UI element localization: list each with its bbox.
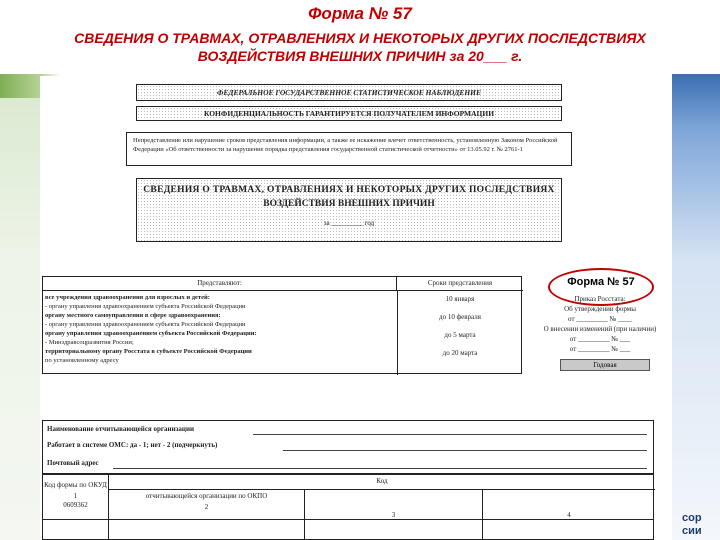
scanned-form (40, 76, 672, 540)
oms-label: Работает в системе ОМС: да - 1; нет - 2 (подчеркнуть) (47, 441, 218, 449)
codes-col-okpo (109, 489, 305, 540)
right-decoration (672, 74, 720, 540)
table-row: все учреждения здравоохранения для взрослых и детей: (45, 294, 210, 301)
stamp-line: О внесении изменений (при наличии) (543, 325, 657, 333)
org-name-label: Наименование отчитывающейся организации (47, 425, 195, 433)
form-number-label: Форма № 57 (567, 276, 635, 288)
slide-subtitle-line-2: ВОЗДЕЙСТВИЯ ВНЕШНИХ ПРИЧИН за 20___ г. (197, 48, 523, 64)
form-main-title-line-2: ВОЗДЕЙСТВИЯ ВНЕШНИХ ПРИЧИН (263, 199, 435, 209)
address-label: Почтовый адрес (47, 459, 99, 467)
slide-subtitle-line-1: СВЕДЕНИЯ О ТРАВМАХ, ОТРАВЛЕНИЯХ И НЕКОТОРЫХ ДРУГИХ ПОСЛЕДСТВИЯХ (74, 30, 646, 46)
codes-row-divider (43, 519, 653, 520)
oms-line (283, 450, 647, 451)
confidentiality-note: КОНФИДЕНЦИАЛЬНОСТЬ ГАРАНТИРУЕТСЯ ПОЛУЧАТЕЛЕМ ИНФОРМАЦИИ (136, 106, 562, 121)
table-row: - органу управления здравоохранением субъекта Российской Федерации (45, 321, 246, 328)
table-header-submitters: Представляют: (43, 277, 397, 291)
deadline-value: до 20 марта (442, 349, 478, 357)
form-main-title (136, 178, 562, 242)
slide-subtitle (0, 29, 720, 65)
table-divider (397, 291, 398, 375)
annual-badge: Годовая (560, 359, 650, 371)
stamp-line: Приказ Росстата: (574, 295, 626, 303)
stamp-line: от _________ № ___ (569, 335, 631, 343)
form-header: ФЕДЕРАЛЬНОЕ ГОСУДАРСТВЕННОЕ СТАТИСТИЧЕСКОЕ НАБЛЮДЕНИЕ (136, 84, 562, 101)
col-number: 1 (73, 492, 78, 500)
deadline-value: до 10 февраля (439, 313, 481, 321)
address-line (113, 468, 647, 469)
col-number: 3 (391, 511, 396, 519)
codes-table (42, 474, 654, 540)
codes-col-4 (483, 489, 655, 540)
right-caption-2: сии (682, 525, 702, 537)
stamp-line: Об утверждении формы (564, 305, 636, 313)
codes-header: Код (376, 477, 388, 485)
codes-col-okud (43, 475, 109, 539)
organization-block (42, 420, 654, 474)
table-row: по установленному адресу (45, 357, 119, 364)
form-main-title-line-1: СВЕДЕНИЯ О ТРАВМАХ, ОТРАВЛЕНИЯХ И НЕКОТОРЫХ ДРУГИХ ПОСЛЕДСТВИЯХ (143, 185, 555, 195)
table-row: органу управления здравоохранением субъекта Российской Федерации: (45, 330, 257, 337)
table-row: органу местного самоуправления в сфере здравоохранения: (45, 312, 221, 319)
code-okpo-label: отчитывающейся организации по ОКПО (145, 492, 268, 500)
col-number: 2 (204, 503, 209, 511)
okud-value: 0609362 (63, 501, 88, 509)
codes-col-3 (305, 489, 483, 540)
org-name-line (253, 434, 647, 435)
deadline-value: до 5 марта (444, 331, 476, 339)
table-header-deadlines: Сроки представления (397, 277, 523, 291)
slide-title: Форма № 57 (308, 4, 412, 23)
stamp-line: от _________ № ___ (569, 345, 631, 353)
right-caption-1: сор (682, 512, 702, 524)
code-okud-label: Код формы по ОКУД (44, 481, 107, 489)
deadline-value: 10 января (445, 295, 475, 303)
col-number: 4 (567, 511, 571, 519)
left-decoration (0, 74, 40, 540)
table-row: территориальному органу Росстата в субъекте Российской Федерации (45, 348, 252, 355)
form-main-title-year: за _________ год (323, 219, 375, 227)
submission-table (42, 276, 522, 374)
table-row: - Минздравсоцразвития России; (45, 339, 134, 346)
table-row: - органу управления здравоохранением субъекта Российской Федерации (45, 303, 246, 310)
stamp-line: от _________ № ____ (568, 315, 632, 323)
warning-text: Непредставление или нарушение сроков представления информации, а также ее искажение влечет ответственность, установленную Законом Российской Федерации «Об ответственности за нарушение порядка представления государственной статистической отчетности» от 13.05.92 г. № 2761-1 (126, 132, 572, 166)
